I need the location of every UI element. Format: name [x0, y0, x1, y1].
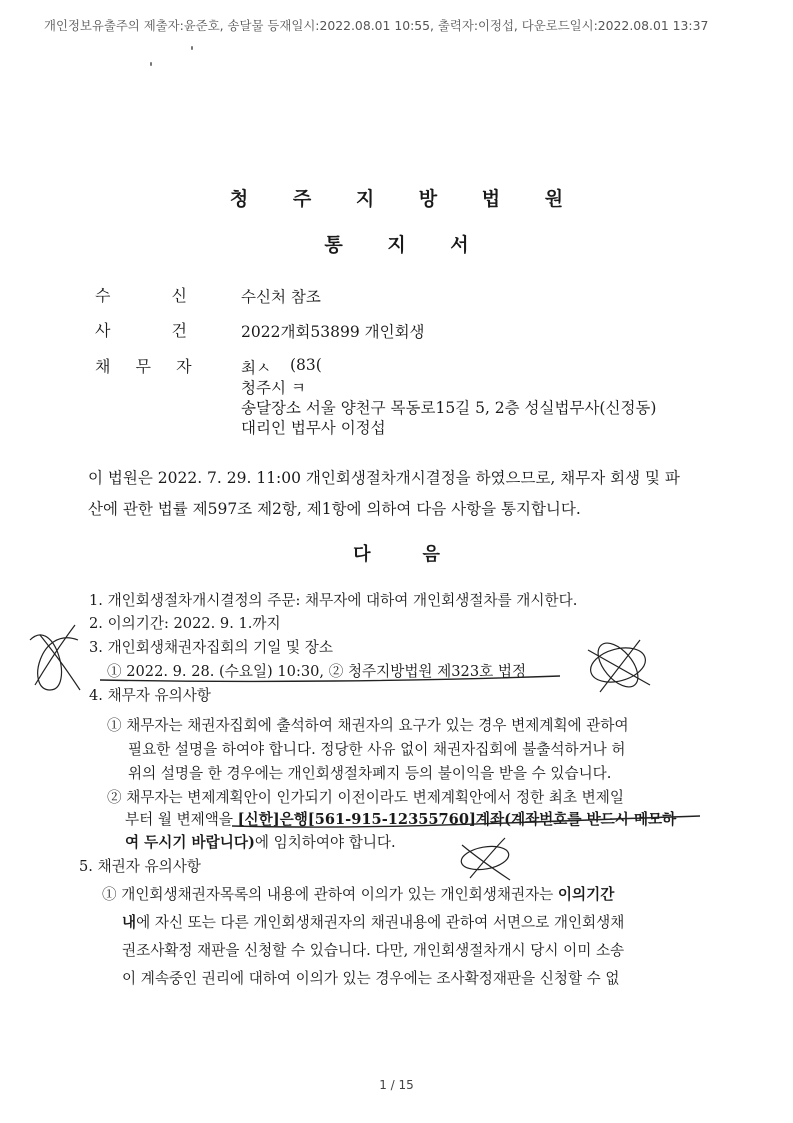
scribble-left-icon [30, 625, 80, 690]
item-1: 1. 개인회생절차개시결정의 주문: 채무자에 대하여 개인회생절차를 개시한다. [89, 592, 578, 609]
item-4-1-line-3: 위의 설명을 한 경우에는 개인회생절차폐지 등의 불이익을 받을 수 있습니다. [128, 765, 612, 782]
document-title: 통 지 서 [324, 234, 488, 256]
page-number: 1 / 15 [379, 1078, 414, 1092]
debtor-name: 최ㅅ [241, 359, 271, 377]
case-number: 2022개회53899 개인회생 [241, 323, 425, 341]
item-5-1-line-4: 이 계속중인 권리에 대하여 이의가 있는 경우에는 조사확정재판을 신청할 수 없 [122, 970, 620, 987]
item-4-1-line-2: 필요한 설명을 하여야 합니다. 정당한 사유 없이 채권자집회에 불출석하거나 허 [128, 741, 626, 758]
section-title-right: 음 [422, 544, 440, 565]
scribble-right-icon [587, 636, 650, 694]
print-header-line: 개인정보유출주의 제출자:윤준호, 송달물 등재일시:2022.08.01 10:55, 출력자:이정섭, 다운로드일시:2022.08.01 13:37 [44, 18, 709, 33]
debtor-address-redacted: 청주시 ㅋ [241, 379, 306, 397]
underline-hearing [100, 676, 560, 681]
recipient-label: 수 신 [95, 286, 187, 305]
scribble-middle-icon [459, 838, 510, 880]
item-4-1-line-1: ① 채무자는 채권자집회에 출석하여 채권자의 요구가 있는 경우 변제계획에 관하여 [107, 717, 629, 734]
objection-period-end: 내 [122, 914, 137, 931]
intro-line-1: 이 법원은 2022. 7. 29. 11:00 개인회생절차개시결정을 하였으므로, 채무자 회생 및 파 [88, 469, 680, 487]
agent: 대리인 법무사 이정섭 [241, 419, 386, 437]
item-4-2-line-3-text: 에 임치하여야 합니다. [254, 834, 396, 851]
objection-period: 이의기간 [557, 886, 615, 903]
debtor-birth-redacted: (83( [290, 356, 322, 374]
underline-account [232, 816, 700, 827]
item-2: 2. 이의기간: 2022. 9. 1.까지 [89, 615, 281, 632]
item-3: 3. 개인회생채권자집회의 기일 및 장소 [89, 639, 333, 656]
item-5: 5. 채권자 유의사항 [79, 858, 201, 875]
section-title-left: 다 [353, 544, 371, 565]
item-4: 4. 채무자 유의사항 [89, 687, 211, 704]
case-label: 사 건 [95, 321, 187, 340]
item-5-1-line-2-text: 에 자신 또는 다른 개인회생채권자의 채권내용에 관하여 서면으로 개인회생채 [136, 914, 625, 931]
intro-line-2: 산에 관한 법률 제597조 제2항, 제1항에 의하여 다음 사항을 통지합니다. [88, 500, 581, 518]
recipient-value: 수신처 참조 [241, 288, 321, 306]
court-name: 청 주 지 방 법 원 [229, 188, 583, 210]
memo-note: 여 두시기 바랍니다) [125, 834, 255, 851]
debtor-label: 채 무 자 [95, 357, 192, 376]
item-5-1-line-1-text: ① 개인회생채권자목록의 내용에 관하여 이의가 있는 개인회생채권자는 [102, 886, 558, 903]
item-3-detail: ① 2022. 9. 28. (수요일) 10:30, ② 청주지방법원 제323호 법정 [107, 663, 527, 680]
service-address: 송달장소 서울 양천구 목동로15길 5, 2층 성실법무사(신정동) [241, 399, 657, 417]
item-5-1-line-3: 권조사확정 재판을 신청할 수 있습니다. 다만, 개인회생절차개시 당시 이미 소송 [122, 942, 625, 959]
item-4-2-line-1: ② 채무자는 변제계획안이 인가되기 이전이라도 변제계획안에서 정한 최초 변제일 [107, 789, 624, 806]
item-4-2-line-2-text: 부터 월 변제액을 [125, 811, 238, 828]
bank-account: [신한]은행[561-915-12355760]계좌(계좌번호를 반드시 메모하 [237, 811, 677, 828]
